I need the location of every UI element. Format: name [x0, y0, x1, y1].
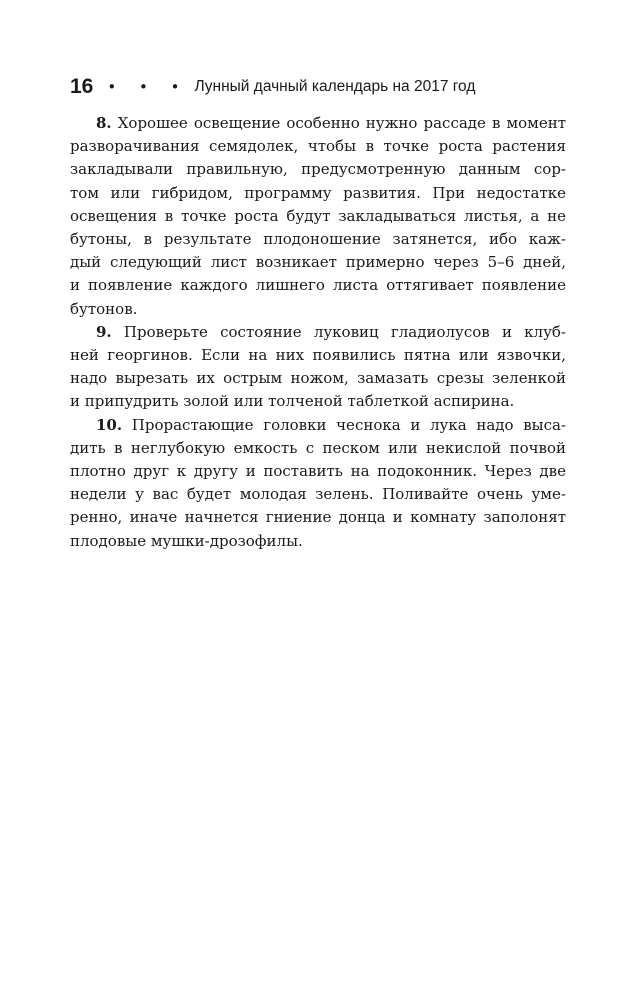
running-header — [70, 72, 570, 102]
text-line: закладывали правильную, предусмотренную данным сор- — [70, 160, 566, 179]
text-line: недели у вас будет молодая зелень. Поливайте очень уме- — [70, 485, 566, 504]
running-title: Лунный дачный календарь на 2017 год — [194, 78, 476, 95]
text-line: и припудрить золой или толченой таблеткой аспирина. — [70, 392, 515, 411]
page-number: 16 — [70, 75, 94, 98]
text-line: дить в неглубокую емкость с песком или некислой почвой — [70, 438, 566, 457]
text-line: плотно друг к другу и поставить на подоконник. Через две — [70, 462, 566, 481]
text-line: 10. Прорастающие головки чеснока и лука надо выса- — [96, 415, 566, 434]
text-line: разворачивания семядолек, чтобы в точке роста растения — [70, 137, 566, 156]
text-line: ней георгинов. Если на них появились пятна или язвочки, — [70, 346, 566, 365]
item-number: 8. — [96, 114, 112, 132]
item-number: 9. — [96, 322, 112, 341]
text-line: надо вырезать их острым ножом, замазать срезы зеленкой — [70, 369, 566, 388]
text-line: бутонов. — [70, 299, 138, 318]
text-line: освещения в точке роста будут закладываться листья, а не — [70, 206, 566, 225]
text-line: том или гибридом, программу развития. При недостатке — [70, 183, 566, 202]
text-line: бутоны, в результате плодоношение затянется, ибо каж- — [70, 230, 566, 249]
text-line: 8. Хорошее освещение особенно нужно рассаде в момент — [96, 114, 566, 132]
text-line: и появление каждого лишнего листа оттягивает появление — [70, 276, 566, 295]
item-number: 10. — [96, 415, 123, 434]
text-line: плодовые мушки-дрозофилы. — [70, 531, 303, 550]
paragraph-10 — [70, 414, 566, 553]
text-line: ренно, иначе начнется гниение донца и комнату заполонят — [70, 508, 566, 527]
text-body — [70, 112, 566, 553]
text-line: 9. Проверьте состояние луковиц гладиолусов и клуб- — [96, 322, 566, 341]
text-line: дый следующий лист возникает примерно через 5–6 дней, — [70, 253, 566, 272]
paragraph-9 — [70, 321, 566, 414]
paragraph-8 — [70, 112, 566, 321]
header-dots: • • • — [107, 78, 189, 96]
